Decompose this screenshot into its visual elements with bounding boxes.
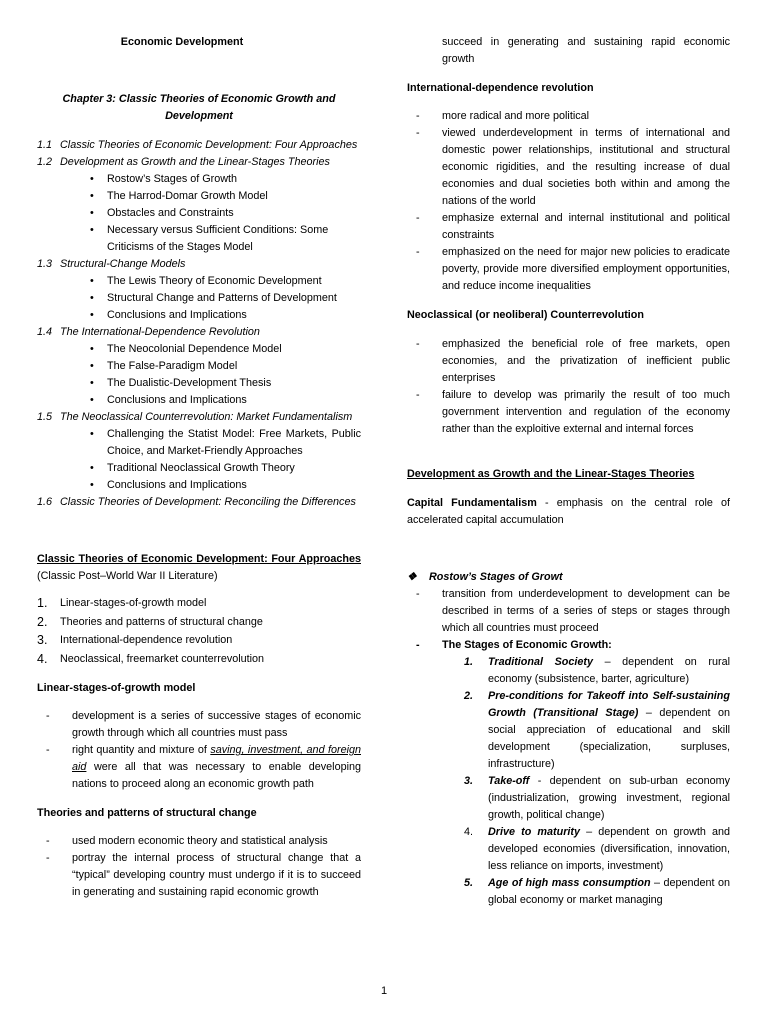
doc-title: Economic Development [120,36,244,48]
toc-subitem: • Rostow’s Stages of Growth [107,171,361,188]
toc-subitem: • Structural Change and Patterns of Development [107,290,361,307]
chapter-title-line1: Chapter 3: Classic Theories of Economic Growth and [62,93,336,105]
neoclassical-section [407,307,730,438]
table-of-contents [37,137,361,511]
toc-num: 1.5 [37,411,53,423]
stage-name: Take-off [488,775,530,787]
toc-subitem: • Obstacles and Constraints [107,205,361,222]
neoclassical-heading: Neoclassical (or neoliberal) Counterrevolution [407,309,644,321]
toc-sublist [37,341,361,409]
stage-number: 4. [464,826,474,838]
list-item: - more radical and more political [442,108,730,125]
toc-item [37,256,361,273]
toc-subitem: • The Harrod-Domar Growth Model [107,188,361,205]
toc-sublist [37,171,361,256]
toc-num: 1.1 [37,139,53,151]
capital-fundamentalism [407,495,730,529]
stage-item [464,688,730,773]
intl-dependence-section [407,80,730,295]
toc-text: Structural-Change Models [60,258,186,270]
list-text: were all that was necessary to enable developing nations to proceed along an economic growth path [72,761,361,790]
capital-fundamentalism-text: - emphasis on the central role of accelerated capital accumulation [407,497,730,526]
stage-item [464,824,730,875]
approaches-list [37,594,361,668]
dev-growth-section [407,466,730,529]
stage-name: Drive to maturity [488,826,581,838]
list-text: Theories and patterns of structural change [60,615,263,628]
list-item: - portray the internal process of structural change that a “typical” developing country must undergo if it is to succeed in generating and sustaining rapid economic growth [72,850,361,884]
stage-desc: – dependent on growth and developed economies (diversification, innovation, less reliance on imports, investment) [488,826,730,872]
list-item [37,613,361,632]
neoclassical-list [407,336,730,438]
toc-num: 1.4 [37,326,53,338]
list-item: - used modern economic theory and statistical analysis [72,833,361,850]
four-approaches-heading [37,551,361,585]
stages-list [407,654,730,909]
stage-number: 2. [464,690,474,702]
four-approaches-section [37,551,361,668]
list-item [37,594,361,613]
list-item [72,742,361,793]
structural-change-section [37,805,361,898]
intl-dependence-heading: International-dependence revolution [407,82,594,94]
list-item: - viewed underdevelopment in terms of international and domestic power relationships, institutional and structural economic rigidities, and the resulting increase of dual economies and dual societies both within and among the nations of the world [442,125,730,210]
stage-name: Age of high mass consumption [488,877,651,889]
stage-desc: – dependent on social appreciation of educational and skill development (specialization, surpluses, infrastructure) [488,707,730,770]
dev-growth-heading: Development as Growth and the Linear-Stages Theories [407,468,695,480]
list-text: International-dependence revolution [60,634,233,646]
stage-item [464,875,730,909]
right-column [407,34,730,909]
toc-sublist [37,273,361,324]
toc-text: The International-Dependence Revolution [60,326,260,338]
toc-subitem: • The Dualistic-Development Thesis [107,375,361,392]
toc-text: Classic Theories of Economic Development: Four Approaches [60,139,358,151]
list-item: - emphasized on the need for major new policies to eradicate poverty, provide more diversified employment opportunities, and reduce income inequalities [442,244,730,295]
list-item: - The Stages of Economic Growth: [442,637,730,654]
list-item: - development is a series of successive stages of economic growth through which all countries must pass [72,708,361,742]
toc-item [37,137,361,154]
toc-subitem: • Necessary versus Sufficient Conditions: Some Criticisms of the Stages Model [107,222,361,256]
list-item: - failure to develop was primarily the result of too much government intervention and regulation of the economy rather than the exploitive external and internal forces [442,387,730,438]
stage-item [464,773,730,824]
linear-stages-heading: Linear-stages-of-growth model [37,682,196,694]
list-item [37,650,361,669]
stage-desc: - dependent on sub-urban economy (industrialization, growing investment, regional growth, political change) [488,775,730,821]
intl-dependence-list [407,108,730,295]
toc-text: Classic Theories of Development: Reconciling the Differences [60,496,356,508]
toc-text: Development as Growth and the Linear-Stages Theories [60,156,330,168]
toc-subitem: • Conclusions and Implications [107,477,361,494]
toc-subitem: • Conclusions and Implications [107,307,361,324]
linear-stages-section [37,680,361,793]
toc-text: The Neoclassical Counterrevolution: Market Fundamentalism [60,411,353,423]
structural-change-continuation [407,34,730,68]
rostow-heading-text: Rostow’s Stages of Growt [429,571,563,583]
page-number: 1 [380,985,388,997]
rostow-heading [407,569,730,586]
chapter-title [37,91,361,125]
stage-name: Pre-conditions for Takeoff into Self-sustaining Growth (Transitional Stage) [488,690,730,719]
four-approaches-suffix: (Classic Post–World War II Literature) [37,570,218,582]
structural-change-list [37,833,361,898]
list-item [37,631,361,650]
list-number: 4. [37,651,48,666]
left-column [37,34,361,898]
diamond-bullet-icon: ❖ [407,571,417,583]
stage-number: 5. [464,877,474,889]
list-text: Linear-stages-of-growth model [60,597,207,609]
rostow-list [407,586,730,654]
toc-subitem: • The Lewis Theory of Economic Development [107,273,361,290]
four-approaches-title: Classic Theories of Economic Development: Four Approaches [37,553,361,565]
list-number: 2. [37,614,48,629]
stage-desc: – dependent on rural economy (subsistence, barter, agriculture) [488,656,730,685]
toc-item [37,324,361,341]
list-text: Neoclassical, freemarket counterrevolution [60,652,265,665]
toc-subitem: • Conclusions and Implications [107,392,361,409]
linear-stages-list [37,708,361,793]
list-item: - emphasized the beneficial role of free markets, open economies, and the privatization of inefficient public enterprises [442,336,730,387]
continuation-text: succeed in generating and sustaining rapid economic growth [442,36,730,65]
toc-subitem: • The Neocolonial Dependence Model [107,341,361,358]
toc-num: 1.2 [37,156,53,168]
structural-change-heading: Theories and patterns of structural change [37,807,257,819]
toc-num: 1.3 [37,258,53,270]
stage-desc: – dependent on global economy or market managing [488,877,730,906]
stage-name: Traditional Society [488,656,593,668]
stage-number: 3. [464,775,474,787]
toc-subitem: • The False-Paradigm Model [107,358,361,375]
toc-item [37,154,361,171]
chapter-title-line2: Development [165,110,233,122]
rostow-section [407,569,730,909]
toc-item [37,494,361,511]
stage-item [464,654,730,688]
list-text: right quantity and mixture of [72,744,211,756]
toc-subitem: • Traditional Neoclassical Growth Theory [107,460,361,477]
stage-number: 1. [464,656,474,668]
underlined-phrase: saving, investment, and foreign aid [72,744,361,773]
toc-sublist [37,426,361,494]
toc-item [37,409,361,426]
toc-subitem: • Challenging the Statist Model: Free Markets, Public Choice, and Market-Friendly Approaches [107,426,361,460]
list-number: 3. [37,633,48,647]
capital-fundamentalism-label: Capital Fundamentalism [407,497,537,509]
toc-num: 1.6 [37,496,53,508]
list-item: - transition from underdevelopment to development can be described in terms of a series of steps or stages through which all countries must proceed [442,586,730,637]
list-item: - emphasize external and internal institutional and political constraints [442,210,730,244]
list-number: 1. [37,596,48,610]
